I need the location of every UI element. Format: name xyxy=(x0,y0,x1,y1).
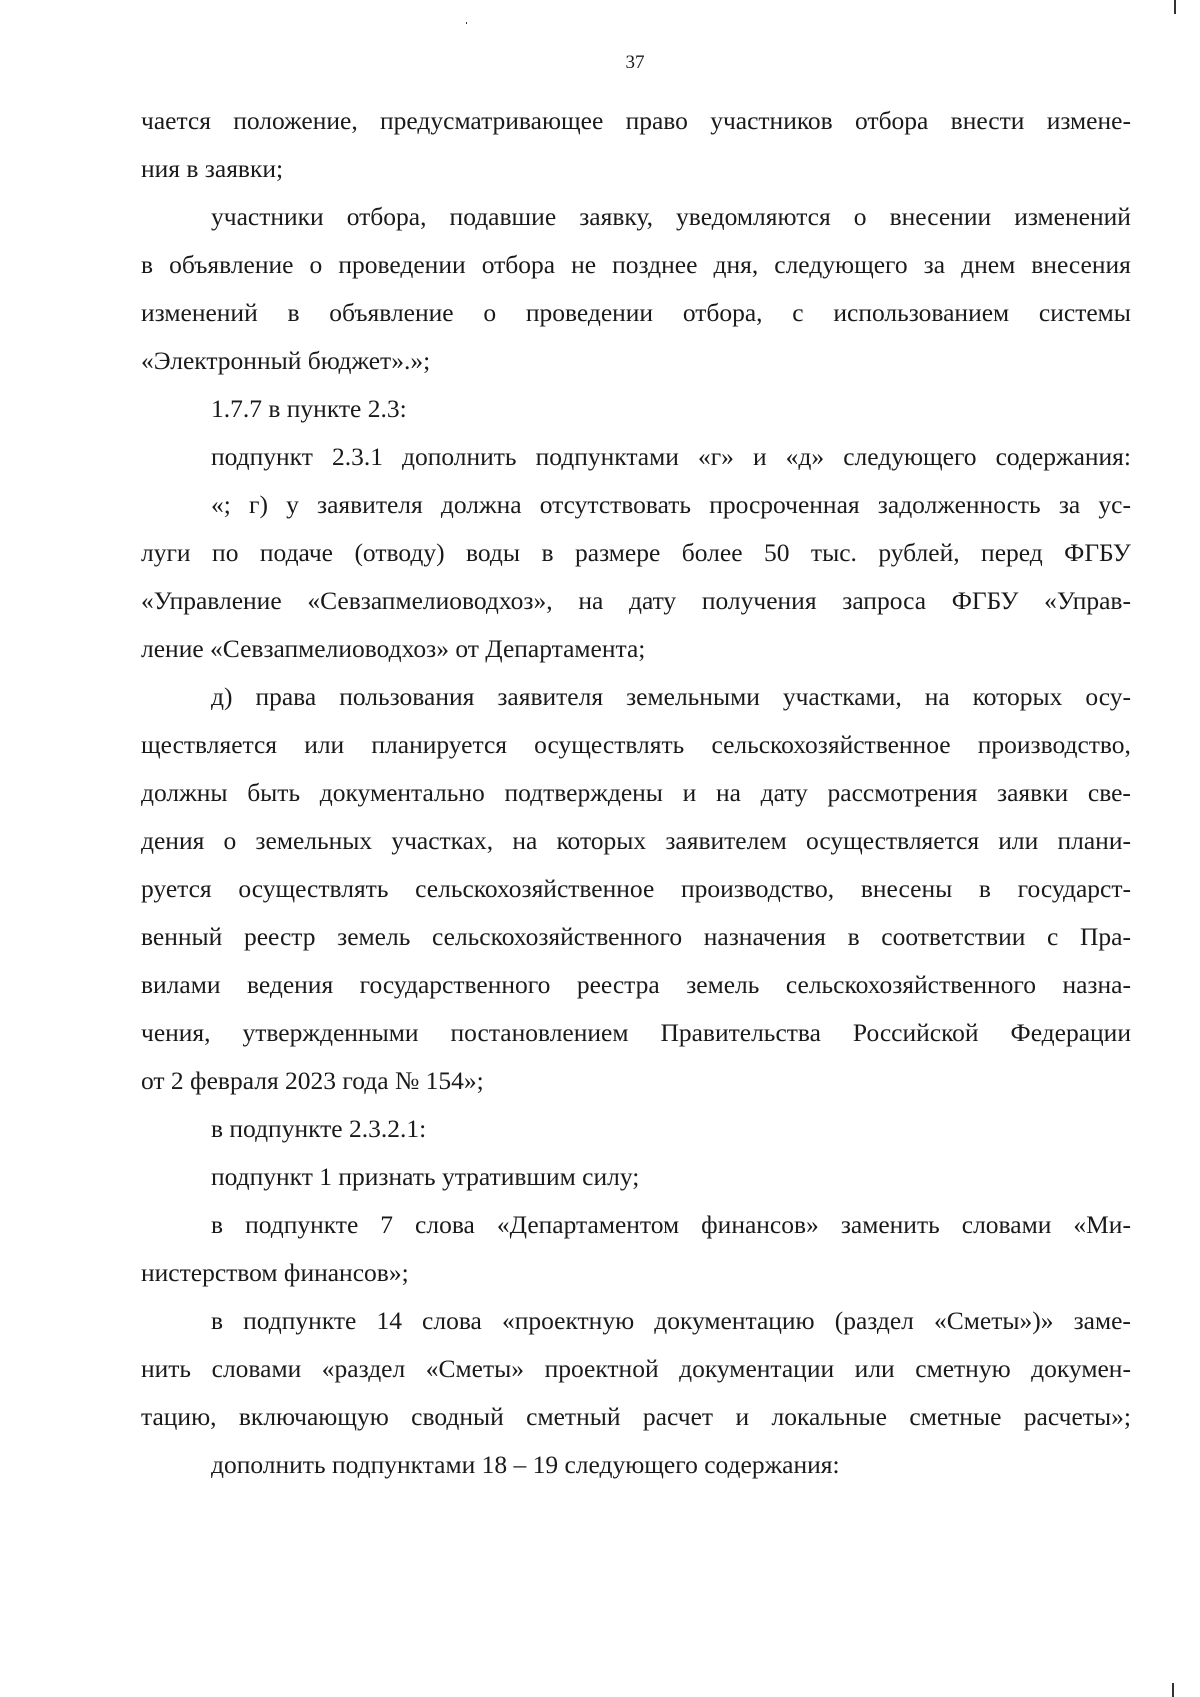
text-line: нистерством финансов»; xyxy=(141,1258,409,1287)
text-line: ществляется или планируется осуществлять сельскохозяйственное производство, xyxy=(141,730,1131,759)
text-line: дополнить подпунктами 18 – 19 следующего содержания: xyxy=(211,1450,840,1479)
text-line: чается положение, предусматривающее право участников отбора внести измене- xyxy=(141,106,1131,135)
text-line: луги по подаче (отводу) воды в размере более 50 тыс. рублей, перед ФГБУ xyxy=(141,538,1131,567)
text-line: чения, утвержденными постановлением Правительства Российской Федерации xyxy=(141,1018,1131,1047)
text-line: ление «Севзапмелиоводхоз» от Департамента; xyxy=(141,634,646,663)
text-line: в объявление о проведении отбора не позднее дня, следующего за днем внесения xyxy=(141,250,1131,279)
text-line: «Управление «Севзапмелиоводхоз», на дату получения запроса ФГБУ «Управ- xyxy=(141,586,1131,615)
text-line: в подпункте 7 слова «Департаментом финансов» заменить словами «Ми- xyxy=(211,1210,1131,1239)
text-line: в подпункте 14 слова «проектную документацию (раздел «Сметы»)» заме- xyxy=(211,1306,1131,1335)
document-body xyxy=(141,97,1131,1489)
text-line: участники отбора, подавшие заявку, уведомляются о внесении изменений xyxy=(211,202,1131,231)
text-line: руется осуществлять сельскохозяйственное производство, внесены в государст- xyxy=(141,874,1131,903)
text-line: «; г) у заявителя должна отсутствовать просроченная задолженность за ус- xyxy=(211,490,1131,519)
text-line: от 2 февраля 2023 года № 154»; xyxy=(141,1066,484,1095)
text-line: ния в заявки; xyxy=(141,154,284,183)
text-line: в подпункте 2.3.2.1: xyxy=(211,1114,427,1143)
text-line: 1.7.7 в пункте 2.3: xyxy=(211,394,407,423)
text-line: венный реестр земель сельскохозяйственного назначения в соответствии с Пра- xyxy=(141,922,1131,951)
text-line: «Электронный бюджет».»; xyxy=(141,346,431,375)
text-line: должны быть документально подтверждены и на дату рассмотрения заявки све- xyxy=(141,778,1131,807)
scan-artifact-corner xyxy=(1174,0,1176,14)
text-line: д) права пользования заявителя земельными участками, на которых осу- xyxy=(211,682,1131,711)
text-line: подпункт 1 признать утратившим силу; xyxy=(211,1162,640,1191)
scan-artifact-bottom xyxy=(1172,1683,1174,1697)
text-line: дения о земельных участках, на которых заявителем осуществляется или плани- xyxy=(141,826,1131,855)
text-line: изменений в объявление о проведении отбора, с использованием системы xyxy=(141,298,1131,327)
text-line: вилами ведения государственного реестра земель сельскохозяйственного назна- xyxy=(141,970,1131,999)
text-line: нить словами «раздел «Сметы» проектной документации или сметную докумен- xyxy=(141,1354,1131,1383)
scan-artifact-top xyxy=(466,22,467,24)
page-number: 37 xyxy=(625,52,645,73)
text-line: подпункт 2.3.1 дополнить подпунктами «г» и «д» следующего содержания: xyxy=(211,442,1131,471)
text-line: тацию, включающую сводный сметный расчет и локальные сметные расчеты»; xyxy=(141,1402,1131,1431)
